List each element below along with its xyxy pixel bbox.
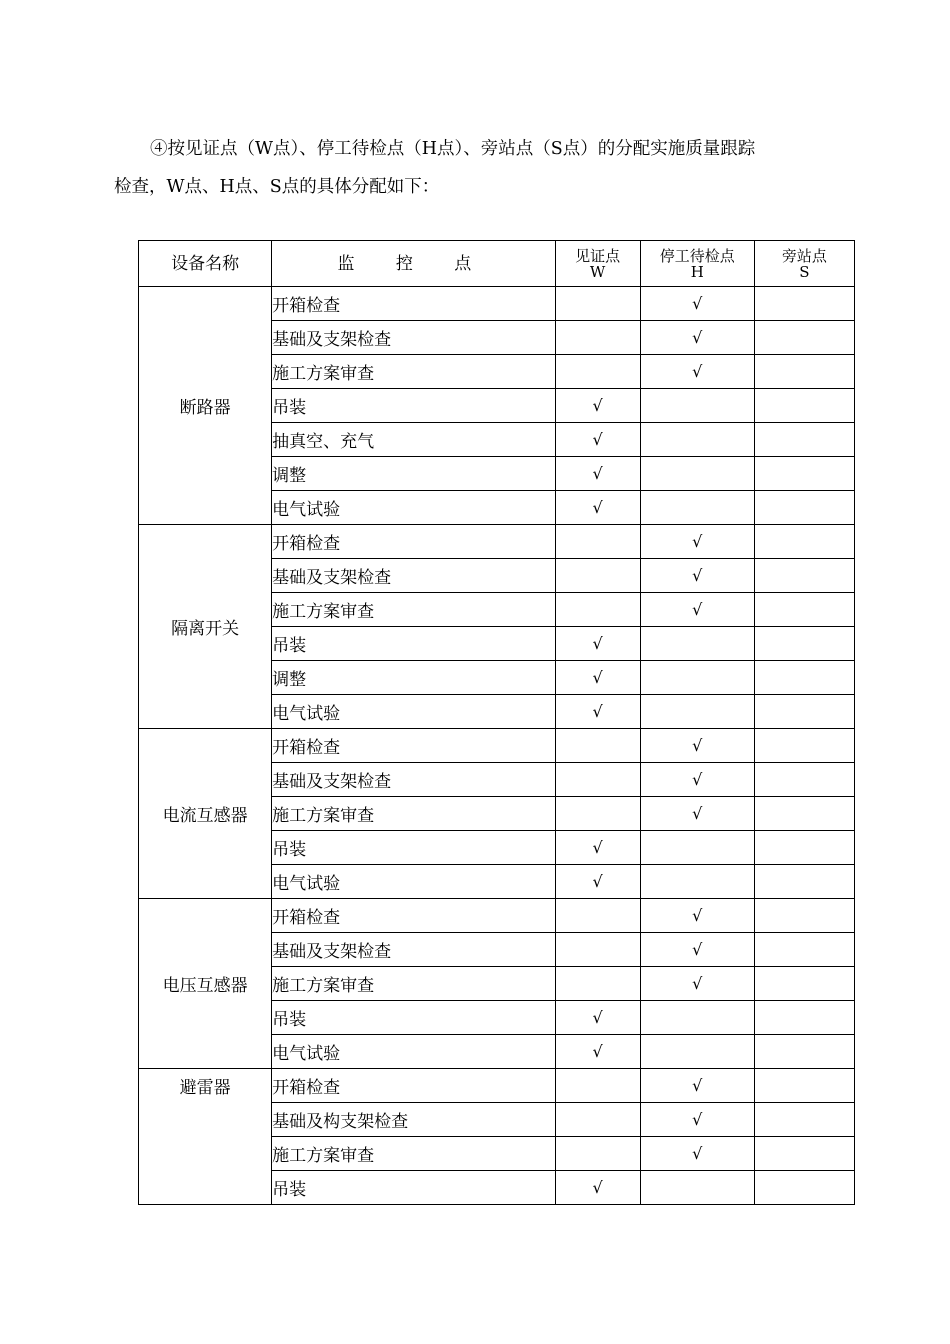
w-mark-cell <box>555 729 640 763</box>
monitor-point-cell: 基础及支架检查 <box>272 559 555 593</box>
intro-paragraph-line-2 <box>114 168 854 206</box>
s-mark-cell <box>754 457 854 491</box>
monitor-point-cell: 吊装 <box>272 1171 555 1205</box>
monitor-point-cell: 电气试验 <box>272 1035 555 1069</box>
w-mark-cell <box>555 967 640 1001</box>
monitor-point-cell: 调整 <box>272 661 555 695</box>
h-mark-cell: √ <box>640 355 754 389</box>
s-mark-cell <box>754 865 854 899</box>
monitor-point-cell: 电气试验 <box>272 865 555 899</box>
device-name-cell: 隔离开关 <box>139 525 272 729</box>
h-mark-cell <box>640 865 754 899</box>
w-mark-cell <box>555 1069 640 1103</box>
monitor-point-cell: 施工方案审查 <box>272 355 555 389</box>
s-mark-cell <box>754 1137 854 1171</box>
h-mark-cell: √ <box>640 321 754 355</box>
s-mark-cell <box>754 967 854 1001</box>
table-row <box>139 1069 855 1103</box>
h-mark-cell: √ <box>640 287 754 321</box>
intro-text-line-2: 检查，W点、H点、S点的具体分配如下： <box>114 177 440 197</box>
device-name-cell: 电压互感器 <box>139 899 272 1069</box>
monitor-point-cell: 基础及支架检查 <box>272 763 555 797</box>
h-mark-cell <box>640 1001 754 1035</box>
h-mark-cell: √ <box>640 559 754 593</box>
h-mark-cell: √ <box>640 763 754 797</box>
table-row <box>139 729 855 763</box>
monitor-point-cell: 开箱检查 <box>272 729 555 763</box>
table-row <box>139 899 855 933</box>
s-mark-cell <box>754 287 854 321</box>
s-mark-cell <box>754 695 854 729</box>
w-mark-cell: √ <box>555 695 640 729</box>
s-mark-cell <box>754 321 854 355</box>
header-hold-point <box>640 241 754 287</box>
intro-text-line-1: ④按见证点（W点）、停工待检点（H点）、旁站点（S点）的分配实施质量跟踪 <box>150 139 756 159</box>
h-mark-cell: √ <box>640 525 754 559</box>
monitor-point-cell: 吊装 <box>272 831 555 865</box>
h-mark-cell: √ <box>640 899 754 933</box>
w-mark-cell <box>555 287 640 321</box>
h-mark-cell <box>640 1035 754 1069</box>
s-mark-cell <box>754 797 854 831</box>
h-mark-cell: √ <box>640 933 754 967</box>
s-mark-cell <box>754 1069 854 1103</box>
h-mark-cell <box>640 661 754 695</box>
h-mark-cell <box>640 423 754 457</box>
w-mark-cell <box>555 321 640 355</box>
s-mark-cell <box>754 491 854 525</box>
header-monitor-point-label: 监 控 点 <box>337 253 490 274</box>
s-mark-cell <box>754 1171 854 1205</box>
monitor-point-cell: 基础及支架检查 <box>272 933 555 967</box>
h-mark-cell <box>640 831 754 865</box>
h-mark-cell: √ <box>640 1103 754 1137</box>
s-mark-cell <box>754 627 854 661</box>
header-s-label: 旁站点 <box>781 246 827 265</box>
header-device-name: 设备名称 <box>139 241 272 287</box>
monitor-point-cell: 施工方案审查 <box>272 967 555 1001</box>
w-mark-cell <box>555 797 640 831</box>
h-mark-cell: √ <box>640 729 754 763</box>
w-mark-cell <box>555 763 640 797</box>
monitor-point-cell: 基础及构支架检查 <box>272 1103 555 1137</box>
device-name-cell: 断路器 <box>139 287 272 525</box>
w-mark-cell: √ <box>555 831 640 865</box>
s-mark-cell <box>754 1103 854 1137</box>
monitor-point-cell: 施工方案审查 <box>272 797 555 831</box>
w-mark-cell: √ <box>555 423 640 457</box>
s-mark-cell <box>754 831 854 865</box>
s-mark-cell <box>754 729 854 763</box>
monitor-point-cell: 施工方案审查 <box>272 593 555 627</box>
intro-paragraph-line-1 <box>114 130 854 168</box>
w-mark-cell: √ <box>555 1171 640 1205</box>
monitor-point-cell: 开箱检查 <box>272 899 555 933</box>
monitor-point-cell: 电气试验 <box>272 491 555 525</box>
device-name-cell: 电流互感器 <box>139 729 272 899</box>
header-w-label: 见证点 <box>575 246 621 265</box>
s-mark-cell <box>754 593 854 627</box>
monitor-point-cell: 开箱检查 <box>272 287 555 321</box>
w-mark-cell <box>555 933 640 967</box>
w-mark-cell: √ <box>555 661 640 695</box>
w-mark-cell: √ <box>555 491 640 525</box>
monitor-point-cell: 开箱检查 <box>272 1069 555 1103</box>
s-mark-cell <box>754 423 854 457</box>
monitor-point-cell: 吊装 <box>272 627 555 661</box>
w-mark-cell: √ <box>555 457 640 491</box>
s-mark-cell <box>754 933 854 967</box>
table-body <box>139 287 855 1205</box>
monitor-point-cell: 吊装 <box>272 1001 555 1035</box>
header-h-code: H <box>690 262 704 281</box>
table-row <box>139 525 855 559</box>
h-mark-cell <box>640 627 754 661</box>
w-mark-cell: √ <box>555 627 640 661</box>
header-h-label: 停工待检点 <box>659 246 735 265</box>
monitor-point-cell: 吊装 <box>272 389 555 423</box>
header-witness-point <box>555 241 640 287</box>
w-mark-cell <box>555 1137 640 1171</box>
h-mark-cell <box>640 695 754 729</box>
w-mark-cell: √ <box>555 389 640 423</box>
w-mark-cell: √ <box>555 1001 640 1035</box>
h-mark-cell <box>640 491 754 525</box>
monitor-point-cell: 调整 <box>272 457 555 491</box>
w-mark-cell: √ <box>555 865 640 899</box>
header-w-code: W <box>589 262 606 281</box>
h-mark-cell: √ <box>640 593 754 627</box>
header-standby-point <box>754 241 854 287</box>
table-header-row <box>139 241 855 287</box>
s-mark-cell <box>754 389 854 423</box>
monitor-point-cell: 基础及支架检查 <box>272 321 555 355</box>
s-mark-cell <box>754 525 854 559</box>
w-mark-cell: √ <box>555 1035 640 1069</box>
s-mark-cell <box>754 559 854 593</box>
w-mark-cell <box>555 1103 640 1137</box>
h-mark-cell: √ <box>640 797 754 831</box>
w-mark-cell <box>555 525 640 559</box>
s-mark-cell <box>754 763 854 797</box>
s-mark-cell <box>754 1035 854 1069</box>
monitor-point-cell: 电气试验 <box>272 695 555 729</box>
s-mark-cell <box>754 899 854 933</box>
device-name-cell: 避雷器 <box>139 1069 272 1205</box>
w-mark-cell <box>555 355 640 389</box>
header-s-code: S <box>799 262 810 281</box>
w-mark-cell <box>555 559 640 593</box>
h-mark-cell <box>640 457 754 491</box>
monitor-point-cell: 施工方案审查 <box>272 1137 555 1171</box>
header-monitor-point <box>272 241 555 287</box>
monitor-point-cell: 抽真空、充气 <box>272 423 555 457</box>
w-mark-cell <box>555 899 640 933</box>
inspection-point-table <box>138 240 855 1205</box>
h-mark-cell: √ <box>640 1137 754 1171</box>
s-mark-cell <box>754 355 854 389</box>
w-mark-cell <box>555 593 640 627</box>
table-row <box>139 287 855 321</box>
h-mark-cell <box>640 1171 754 1205</box>
h-mark-cell: √ <box>640 1069 754 1103</box>
s-mark-cell <box>754 661 854 695</box>
h-mark-cell <box>640 389 754 423</box>
s-mark-cell <box>754 1001 854 1035</box>
h-mark-cell: √ <box>640 967 754 1001</box>
monitor-point-cell: 开箱检查 <box>272 525 555 559</box>
